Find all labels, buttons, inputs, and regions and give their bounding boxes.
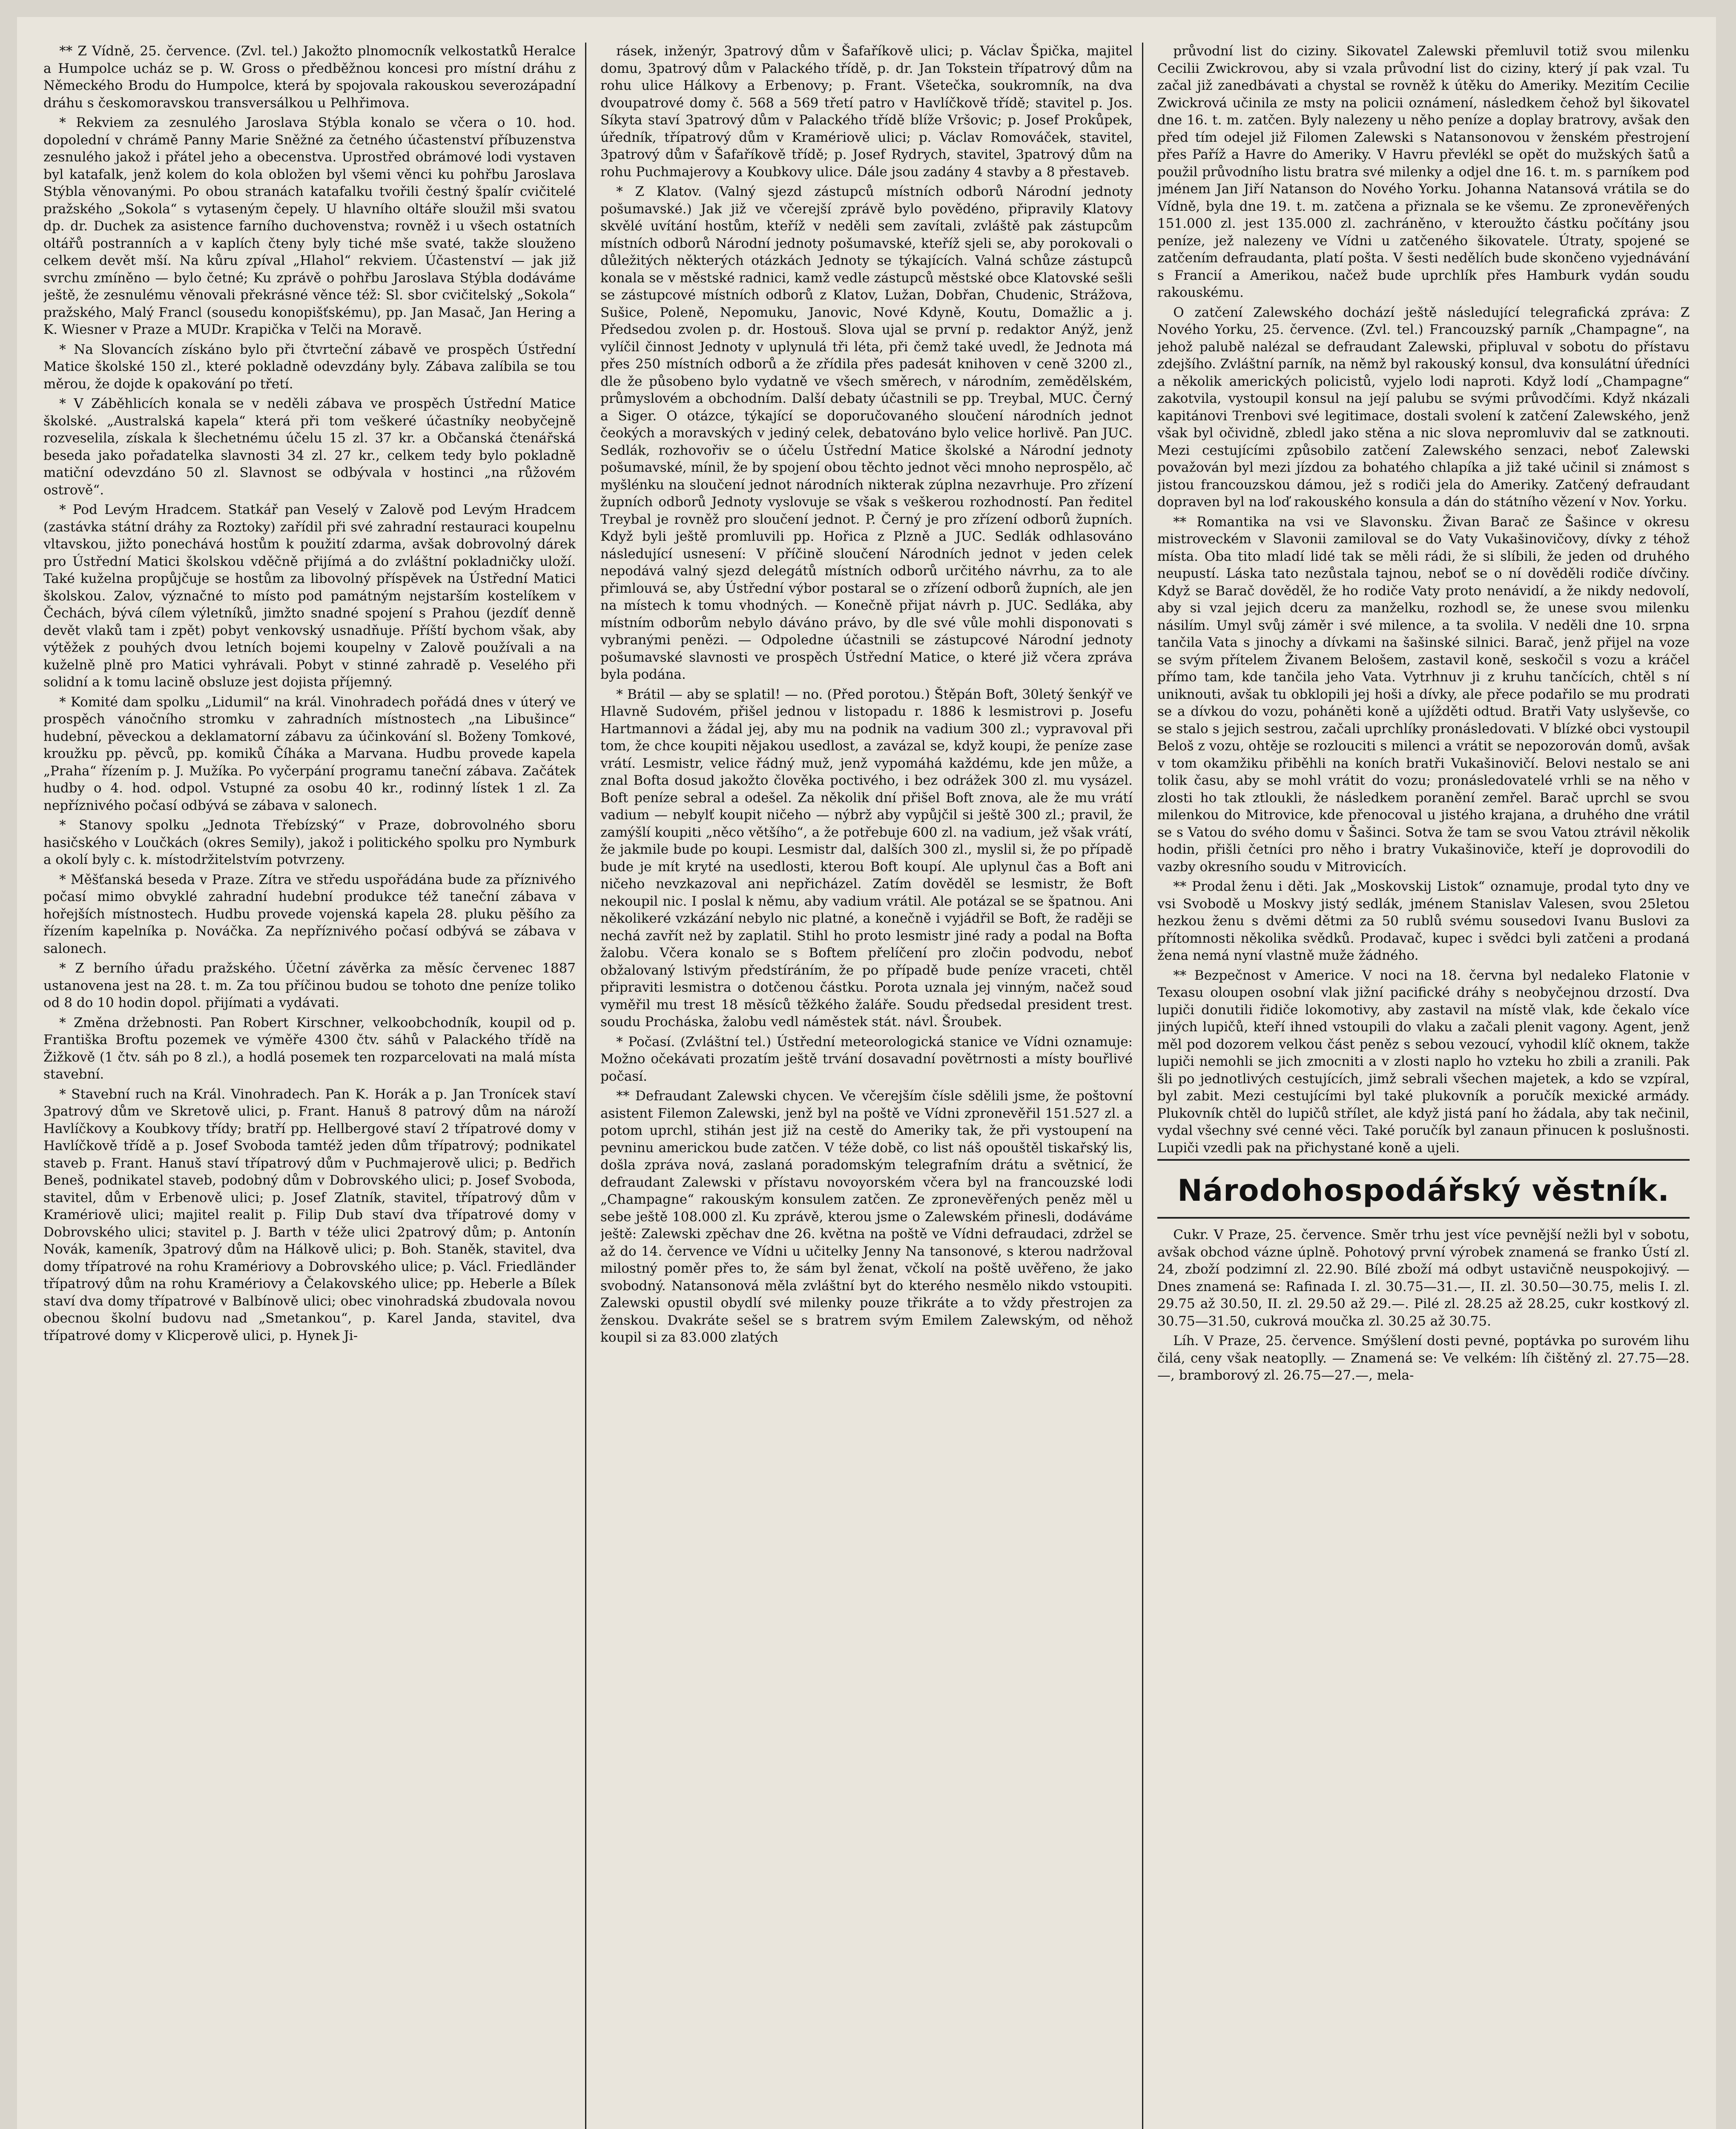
article-paragraph: * Na Slovancích získáno bylo při čtvrteční zábavě ve prospěch Ústřední Matice školské 150 zl., které pokladně odevzdány byly. Zábava zalíbila se tou měrou, že dojde k opakování po třetí.	[43, 341, 576, 392]
column-2	[600, 43, 1133, 2129]
article-paragraph: O zatčení Zalewského dochází ještě následující telegrafická zpráva: Z Nového Yorku, 25. července. (Zvl. tel.) Francouzský parník „Champagne“, na jehož palubě nalézal se defraudant Zalewski, připluval v sobotu do přístavu zdejšího. Zvláštní parník, na němž byl rakouský konsul, dva konsulátní úředníci a několik amerických policistů, vyjelo lodi naproti. Když lodí „Champagne“ zakotvila, vystoupil konsul na její palubu se svými průvodčími. Když nkázali kapitánovi Trenbovi své legitimace, dostali svolení k zatčení Zalewského, jenž však byl očividně, zbledl jako stěna a nic slova nepromluviv dal se zatknouti. Mezi cestujícími způsobilo zatčení Zalewského senzaci, neboť Zalewski považován byl mezi jízdou za bohatého chlapíka a již také učinil si známost s jistou francouzskou dámou, jež s rodiči jela do Ameriky. Zatčený defraudant dopraven byl na loď rakouského konsula a dán do státního vězení v Nov. Yorku.	[1157, 304, 1690, 510]
article-paragraph: * Rekviem za zesnulého Jaroslava Stýbla konalo se včera o 10. hod. dopolední v chrámě Panny Marie Sněžné za četného účastenství příbuzenstva zesnulého jakož i přátel jeho a obecenstva. Uprostřed obrámové lodi vystaven byl katafalk, jenž kolem do kola obložen byl všemi věnci ku pohřbu Jaroslava Stýbla věnovanými. Po obou stranách katafalku tvořili čestný špalír cvičitelé pražského „Sokola“ s vytaseným čepely. U hlavního oltáře sloužil mši svatou dp. dr. Duchek za asistence farního duchovenstva; rovněž i u všech ostatních oltářů postranních a v kaplích čteny byly tiché mše svaté, takže slouženo celkem devět mší. Na kůru zpíval „Hlahol“ rekviem. Účastenství — jak již svrchu zmíněno — bylo četné; Ku zprávě o pohřbu Jaroslava Stýbla dodáváme ještě, že zesnulému věnovali překrásné věnce též: Sl. sbor cvičitelský „Sokola“ pražského, Malý Francl (sousedu konopišťskému), pp. Jan Masač, Jan Hering a K. Wiesner v Praze a MUDr. Krapička v Telči na Moravě.	[43, 115, 576, 337]
economic-news	[1157, 1226, 1690, 1384]
article-paragraph: ** Romantika na vsi ve Slavonsku. Živan Barač ze Šašince v okresu mistroveckém v Slavonii zamiloval se do Vaty Vukašinovičovy, dívky z téhož místa. Oba tito mladí lidé tak se měli rádi, že si slíbili, že jeden od druhého neupustí. Láska tato nezůstala tajnou, neboť se o ní dověděli rodiče dívčiny. Když se Barač dověděl, že ho rodiče Vaty proto nenávidí, a že nikdy nedovolí, aby si vzal jejich dceru za manželku, rozhodl se, že unese svou milenku násilím. Umyl svůj záměr i své milence, a ta svolila. V neděli dne 10. srpna tančila Vata s jinochy a dívkami na šašinské silnici. Barač, jenž přijel na voze se svým přítelem Živanem Belošem, zastavil koně, seskočil s vozu a kráčel přímo tam, kde tančila jeho Vata. Vytrhnuv ji z kruhu tančících, chtěl s ní uniknouti, avšak tu obklopili jej hoši a dívky, ale přece podařilo se mu prodrati se a dívkou do vozu, poháněti koně a ujížděti odtud. Bratři Vaty uslyševše, co se stalo s jejich sestrou, začali uprchlíky pronásledovati. V blízké obci vystoupil Beloš z vozu, ohtěje se rozlouciti s milenci a vrátit se nepozorován domů, avšak v tom okamžiku přiběhli na koních bratři Vukašinovičí. Belovi nestalo se ani tolik času, aby se mohl vrátit do vozu; pronásledovatelé vrhli se na něho v zlosti ho tak ztloukli, že následkem poranění zemřel. Barač uprchl se svou milenkou do Mitrovice, kde přenocoval u jistého krajana, a druhého dne vrátil se s Vatou do svého domu v Šašinci. Sotva že tam se svou Vatou ztrávil několik hodin, přišli četníci pro něho i bratry Vukašinoviče, kteří je doprovodili do vazby okresního soudu v Mitrovicích.	[1157, 514, 1690, 875]
article-paragraph: průvodní list do ciziny. Sikovatel Zalewski přemluvil totiž svou milenku Cecilii Zwickrovou, aby si vzala průvodní list do ciziny, který jí pak vzal. Tu začal již zanedbávati a chystal se rovněž k útěku do Ameriky. Mezitím Cecilie Zwickrová učinila ze msty na policii oznámení, následkem čehož byl šikovatel dne 16. t. m. zatčen. Byly nalezeny u něho peníze a doplay bratrovy, avšak den před tím odejel již Filomen Zalewski s Natansonovou v ženském přestrojení přes Paříž a Havre do Ameriky. V Havru převlékl se opět do mužských šatů a použil průvodního listu bratra své milenky a odjel dne 16. t. m. s parníkem pod jménem Jan Jiří Natanson do Nového Yorku. Johanna Natansová vrátila se do Vídně, byla dne 19. t. m. zatčena a přiznala se ke všemu. Ze zpronevěřených 151.000 zl. jest 135.000 zl. zachráněno, v kteroužto částku počítány jsou peníze, jež nalezeny ve Vídni u zatčeného šikovatele. Útraty, spojené se zatčením defraudanta, platí pošta. V šesti nedělích bude skončeno vyjednávání s Francií a Amerikou, načež bude uprchlík přes Hamburk vydán soudu rakouskému.	[1157, 43, 1690, 300]
article-paragraph: * Měšťanská beseda v Praze. Zítra ve středu uspořádána bude za příznivého počasí mimo obvyklé zahradní hudební produkce též taneční zábava v hořejších místnostech. Hudbu provede vojenská kapela 28. pluku pěšího za řízením kapelníka p. Nováčka. Za nepříznivého počasí odbývá se zábava v salonech.	[43, 872, 576, 956]
article-paragraph: * Komité dam spolku „Lidumil“ na král. Vinohradech pořádá dnes v úterý ve prospěch vánočního stromku v zahradních místnostech „na Libušince“ hudební, pěveckou a deklamatorní zábavu za účinkování sl. Boženy Tomkové, kroužku pp. pěvců, pp. komiků Číháka a Marvana. Hudbu provede kapela „Praha“ řízením p. J. Mužíka. Po vyčerpání programu taneční zábava. Začátek hudby o 4. hod. odpol. Vstupné za osobu 40 kr., rodinný lístek 1 zl. Za nepříznivého počasí odbývá se zábava v salonech.	[43, 694, 576, 813]
article-paragraph: ** Prodal ženu i děti. Jak „Moskovskij Listok“ oznamuje, prodal tyto dny ve vsi Svobodě u Moskvy jistý sedlák, jménem Stanislav Valesen, svou 25letou hezkou ženu s dvěmi dětmi za 50 rublů svému sousedovi Ivanu Buslovi za přítomnosti několika svědků. Prodavač, kupec i svědci byli zatčeni a prodaná žena nemá nyní vlastně muže žádného.	[1157, 879, 1690, 963]
article-paragraph: * Brátil — aby se splatil! — no. (Před porotou.) Štěpán Boft, 30letý šenkýř ve Hlavně Sudovém, přišel jednou v listopadu r. 1886 k lesmistrovi p. Josefu Hartmannovi a žádal jej, aby mu na podnik na vadium 300 zl.; vypravoval při tom, že chce koupiti nějakou usedlost, a zavázal se, když koupi, že peníze zase vrátí. Lesmistr, velice řádný muž, jenž vypomáhá každému, kde jen může, a znal Bofta dosud jakožto člověka poctivého, i bez odrážek 300 zl. mu vysázel. Boft peníze sebral a odešel. Za několik dní přišel Boft znova, ale že mu vrátí vadium — nebylť koupit ničeho — nýbrž aby vypůjčil si ještě 300 zl.; pravil, že zamýšlí koupiti „něco většího“, a že potřebuje 600 zl. na vadium, jež však vrátí, že jakmile bude po koupi. Lesmistr dal, dalších 300 zl., myslil si, že po případě bude je mít kryté na usedlosti, kterou Boft koupí. Ale uplynul čas a Boft ani ničeho nevzkazoval ani nepřicházel. Zatím dověděl se lesmistr, že Boft nekoupil nic. I poslal k němu, aby vadium vrátil. Ale potázal se se špatnou. Ani několikeré vzkázání nebylo nic platné, a konečně i vyjádřil se Boft, že raději se nechá zavřít než by zaplatil. Stihl ho proto lesmistr jiné rady a podal na Bofta žalobu. Včera konalo se s Boftem přelíčení pro zločin podvodu, neboť obžalovaný lstivým předstíráním, že po případě bude peníze vraceti, chtěl připraviti lesmistra o dotčenou částku. Porota uznala jej vinným, načež soud vyměřil mu trest 18 měsíců těžkého žaláře. Soudu předsedal president trest. soudu Procháska, žalobu vedl náměstek stát. návl. Šroubek.	[600, 686, 1133, 1030]
section-divider	[1157, 1217, 1690, 1219]
article-paragraph: * Z berního úřadu pražského. Účetní závěrka za měsíc červenec 1887 ustanovena jest na 28. t. m. Za tou příčinou budou se tohoto dne peníze toliko od 8 do 10 hodin dopol. přijímati a vydávati.	[43, 961, 576, 1010]
column-3-articles	[1157, 43, 1690, 1156]
article-paragraph: * Pod Levým Hradcem. Statkář pan Veselý v Zalově pod Levým Hradcem (zastávka státní dráhy za Roztoky) zařídil při své zahradní restauraci koupelnu vltavskou, jižto ponechává hostům k použití zdarma, avšak dobrovolný dárek pro Ústřední Matici školskou vděčně přijímá a do zvláštní pokladničky uloží. Také kuželna propůjčuje se hostům za libovolný příspěvek na Ústřední Matici školskou. Zalov, význačné to místo pod památným nejstarším kostelíkem v Čechách, bývá cílem výletníků, jimžto snadné spojení s Prahou (jezdíť denně devět vlaků tam i zpět) pobyt venkovský usnadňuje. Příští bychom však, aby výtěžek z pouhých dvou letních bojemi koupelny v Zalově používali a na kuželně plně pro Matici vyhrávali. Pobyt v stinné zahradě p. Veselého při solidní a k tomu lacině obsluze jest dojista příjemný.	[43, 502, 576, 690]
section-title: Národohospodářský věstník.	[1177, 1173, 1670, 1208]
article-paragraph: * Změna držebnosti. Pan Robert Kirschner, velkoobchodník, koupil od p. Františka Broftu pozemek ve výměře 4300 čtv. sáhů v Palackého třídě na Žižkově (1 čtv. sáh po 8 zl.), a hodlá posemek ten rozparcelovati na malá místa stavební.	[43, 1015, 576, 1082]
article-paragraph: ** Defraudant Zalewski chycen. Ve včerejším čísle sdělili jsme, že poštovní asistent Filemon Zalewski, jenž byl na poště ve Vídni zpronevěřil 151.527 zl. a potom uprchl, stihán jest již na cestě do Ameriky tak, že při vystoupení na pevninu americkou bude zatčen. V téže době, co list náš opouštěl tiskařský lis, došla zpráva nová, zaslaná poradomským telegrafním drátu a světnicí, že defraudant Zalewski v přístavu novoyorském včera byl na francouzské lodi „Champagne“ rakouským konsulem zatčen. Ze zpronevěřených peněz měl u sebe ještě 108.000 zl. Ku zprávě, kterou jsme o Zalewském přinesli, dodáváme ještě: Zalewski zpěchav dne 26. května na poště ve Vídni defraudaci, zdržel se až do 14. července ve Vídni u učitelky Jenny Na tansonové, s kterou nadržoval milostný poměr přes to, že sám byl ženat, včkolí na poště uvěřeno, že jako svobodný. Natansonová měla zvláštní byt do kterého nesmělo nikdo vstoupiti. Zalewski opustil obydlí své milenky pouze třikráte a to vždy přestrojen za ženskou. Dvakráte sešel se s bratrem svým Emilem Zalewským, od něhož koupil si za 83.000 zlatých	[600, 1088, 1133, 1345]
article-paragraph: * Počasí. (Zvláštní tel.) Ústřední meteorologická stanice ve Vídni oznamuje: Možno očekávati prozatím ještě trvání dosavadní povětrnosti a místy bouřlivé počasí.	[600, 1034, 1133, 1084]
column-rule	[1142, 43, 1143, 2129]
article-paragraph: * Stavební ruch na Král. Vinohradech. Pan K. Horák a p. Jan Tronícek staví 3patrový dům ve Skretově ulici, p. Frant. Hanuš 8 patrový dům na nároží Havlíčkovy a Koubkovy třídy; bratří pp. Hellbergové staví 2 třípatrové domy v Havlíčkově třídě a p. Josef Svoboda tamtéž jeden dům třípatrový; podnikatel staveb p. Frant. Hanuš staví třípatrový dům v Puchmajerově ulici; p. Bedřich Beneš, podnikatel staveb, podobný dům v Dobrovského ulici; p. Josef Svoboda, stavitel, dům v Erbenově ulici; p. Josef Zlatník, stavitel, třípatrový dům v Kramériově ulici; majitel realit p. Filip Dub staví dva třípatrové domy v Dobrovského ulici; stavitel p. J. Barth v téže ulici 2patrový dům; p. Antonín Novák, kameník, 3patrový dům na Hálkově ulici; p. Boh. Staněk, stavitel, dva domy třípatrové na rohu Kramériovy a Dobrovského ulice; p. Václ. Friedländer třípatrový dům na rohu Kramériovy a Čelakovského ulice; pp. Heberle a Bílek staví dva domy třípatrové v Balbínově ulici; obec vinohradská zbudovala novou obecnou školní budovu nad „Smetankou“, p. Karel Janda, stavitel, dva třípatrové domy v Klicperově ulici, p. Hynek Ji-	[43, 1086, 576, 1343]
article-paragraph: ** Bezpečnost v Americe. V noci na 18. června byl nedaleko Flatonie v Texasu oloupen osobní vlak jižní pacifické dráhy s neobyčejnou drzostí. Dva lupiči donutili řidiče lokomotivy, aby zastavil na místě vlak, kde čekalo více jiných lupičů, kteří ihned vstoupili do vlaku a začali plenit vagony. Agent, jenž měl pod dozorem velkou část peněz s sebou vezoucí, vyhodil klíč oknem, takže lupiči nemohli se jich zmocniti a v zlosti naplo ho vzteku ho zbili a zranili. Pak šli po jednotlivých cestujících, jimž sebrali všechen majetek, a kdo se vzpíral, byl zabit. Mezi cestujícími byl také plukovník a poručík mexické armády. Plukovník chtěl do lupičů střílet, ale když jistá paní ho žádala, aby tak nečinil, vydal všechny své cenné věci. Také poručík byl zanaun přinucen k poslušnosti. Lupiči vzedli pak na přichystané koně a ujeli.	[1157, 967, 1690, 1156]
column-1	[43, 43, 576, 2129]
article-paragraph: Cukr. V Praze, 25. července. Směr trhu jest více pevnější nežli byl v sobotu, avšak obchod vázne úplně. Pohotový první výrobek znamená se franko Ústí zl. 24, zboží podzimní zl. 22.90. Bílé zboží má odbyt ustavičně neuspokojivý. — Dnes znamená se: Rafinada I. zl. 30.75—31.—, II. zl. 30.50—30.75, melis I. zl. 29.75 až 30.50, II. zl. 29.50 až 29.—. Pilé zl. 28.25 až 28.25, cukr kostkový zl. 30.75—31.50, cukrová moučka zl. 30.25 až 30.75.	[1157, 1227, 1690, 1329]
article-paragraph: Líh. V Praze, 25. července. Smýšlení dosti pevné, poptávka po surovém lihu čilá, ceny však neatoplly. — Znamená se: Ve velkém: líh čištěný zl. 27.75—28.—, bramborový zl. 26.75—27.—, mela-	[1157, 1333, 1690, 1383]
article-paragraph: rásek, inženýr, 3patrový dům v Šafaříkově ulici; p. Václav Špička, majitel domu, 3patrový dům v Palackého třídě, p. dr. Jan Tokstein třípatrový dům na rohu ulice Hálkovy a Erbenovy; p. Frant. Všetečka, soukromník, na dva dvoupatrové domy č. 568 a 569 třetí patro v Havlíčkově třídě; stavitel p. Jos. Síkyta staví 3patrový dům v Palackého třídě blíže Vršovic; p. Josef Prokůpek, úředník, třípatrový dům v Kramériově ulici; p. Václav Romováček, stavitel, 3patrový dům v Šafaříkově třídě; p. Josef Rydrych, stavitel, 3patrový dům na rohu Puchmajerovy a Koubkovy ulice. Dále jsou zadány 4 stavby a 8 přestaveb.	[600, 43, 1133, 180]
column-rule	[585, 43, 586, 2129]
article-paragraph: * Stanovy spolku „Jednota Třebízský“ v Praze, dobrovolného sboru hasičského v Loučkách (okres Semily), jakož i politického spolku pro Nymburk a okolí byly c. k. místodržitelstvím potvrzeny.	[43, 818, 576, 867]
article-paragraph: * V Záběhlicích konala se v neděli zábava ve prospěch Ústřední Matice školské. „Australská kapela“ která při tom veškeré účastníky neobyčejně rozveselila, získala k šlechetnému účelu 15 zl. 37 kr. a Občanská čtenářská beseda jako pořadatelka slavnosti 34 zl. 27 kr., celkem tedy bylo pokladně matiční odevzdáno 50 zl. Slavnost se odbývala v hostinci „na růžovém ostrově“.	[43, 396, 576, 498]
article-paragraph: * Z Klatov. (Valný sjezd zástupců místních odborů Národní jednoty pošumavské.) Jak již ve včerejší zprávě bylo povědéno, připravily Klatovy skvělé uvítání hostům, kteříž v neděli sem zavítali, zvláště pak zástupcům místních odborů Národní jednoty pošumavské, kteříž sjeli se, aby porokovali o důležitých některých otázkách Jednoty se týkajících. Valná schůze zástupců konala se v městské radnici, kamž vedle zástupců městské obce Klatovské sešli se zástupcové místních odborů z Klatov, Lužan, Dobřan, Chudenic, Strážova, Sušice, Poleně, Nepomuku, Janovic, Nové Kdyně, Koutu, Domažlic a j. Předsedou zvolen p. dr. Hostouš. Slova ujal se první p. redaktor Anýž, jenž vylíčil činnost Jednoty v uplynulá tři léta, při čemž také uvedl, že Jednota má přes 250 místních odborů a že zřídila přes padesát knihoven v ceně 3200 zl., dle že působeno bylo vydatně ve všech směrech, v národním, zemědělském, průmyslovém a obchodním. Další debaty účastnili se pp. Treybal, MUC. Černý a Siger. O otázce, týkající se doporučovaného sloučení národních jednot čeokých a moravských v jediný celek, debatováno bylo velice horlivě. Pan JUC. Sedlák, rozhovořiv se o účelu Ústřední Matice školské a Národní jednoty pošumavské, mínil, že by spojení obou těchto jednot věci mnoho neprospělo, ač myšlénku na sloučení jednot národních nikterak zúplna nezavrhuje. Pro zřízení župních odborů Jednoty vyslovuje se však s veškerou rozhodností. Pan ředitel Treybal je rovněž pro sloučení jednot. P. Černý je pro zřízení odborů župních. Když byli ještě promluvili pp. Hořica z Plzně a JUC. Sedlák odhlasováno následující usnesení: V příčině sloučení Národních jednot v jeden celek nepodává valný sjezd delegátů místních odborů určitého návrhu, za to ale přimlouvá se, aby Ústřední výbor postaral se o zřízení odborů župních, ale jen na místech k tomu vhodných. — Konečně přijat návrh p. JUC. Sedláka, aby místním odborům nebylo dáváno právo, by dle své vůle mohli disponovati s vybranými penězi. — Odpoledne účastnili se zástupcové Národní jednoty pošumavské slavnosti ve prospěch Ústřední Matice, o které již včera zpráva byla podána.	[600, 184, 1133, 682]
column-3	[1157, 43, 1690, 2129]
article-paragraph: ** Z Vídně, 25. července. (Zvl. tel.) Jakožto plnomocník velkostatků Heralce a Humpolce ucház se p. W. Gross o předběžnou koncesi pro místní dráhu z Německého Brodu do Humpolce, která by spojovala rakouskou severozápadní dráhu s českomoravskou transversálkou u Pelhřimova.	[43, 43, 576, 111]
section-divider	[1157, 1159, 1690, 1161]
newspaper-page	[17, 17, 1716, 2129]
